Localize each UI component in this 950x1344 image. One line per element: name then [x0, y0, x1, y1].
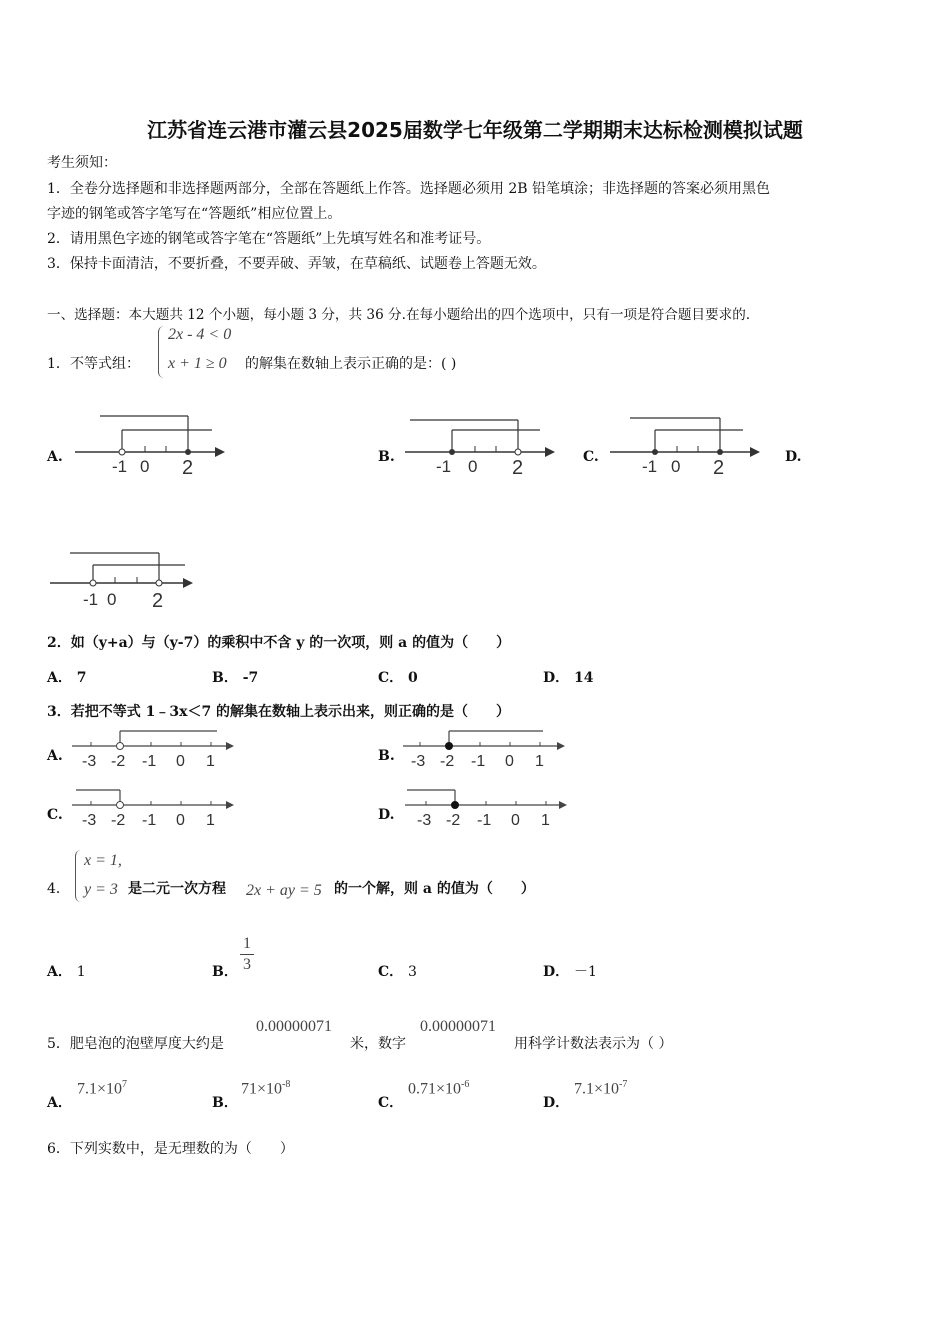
q3-option-d-numberline [405, 787, 575, 833]
q3-c-tick-1: -3 [82, 812, 97, 829]
q1-d-tick-0: 0 [107, 590, 117, 609]
q3-c-tick-5: 1 [206, 812, 215, 829]
q4-brace [75, 850, 84, 902]
q5-text-1: 5．肥皂泡的泡壁厚度大约是 [47, 1036, 224, 1052]
q5-d-exp: -7 [619, 1079, 628, 1090]
q5-b-label: B． [212, 1095, 238, 1111]
q5-a-label: A． [47, 1095, 72, 1111]
q1-option-a-numberline [70, 410, 230, 480]
q1-option-d-numberline [45, 545, 205, 615]
q3-d-tick-4: 0 [511, 812, 520, 829]
q2-b-value: -7 [242, 670, 259, 686]
q5-d-base: 7.1×10 [574, 1080, 620, 1098]
q1-number: 1． [47, 356, 70, 372]
q3-d-tick-5: 1 [541, 812, 550, 829]
q1-d-tick-neg1: -1 [83, 590, 99, 609]
q3-b-tick-5: 1 [535, 753, 544, 770]
q3-option-a-label: A. [47, 748, 63, 764]
q1-a-tick-2: 2 [182, 457, 194, 479]
q1-option-c-label: C. [583, 449, 599, 465]
q3-d-tick-1: -3 [417, 812, 432, 829]
q1-suffix: 的解集在数轴上表示正确的是：( ) [245, 356, 457, 372]
page-title: 江苏省连云港市灌云县2025届数学七年级第二学期期末达标检测模拟试题 [147, 118, 803, 142]
q2-a-value: 7 [76, 670, 87, 686]
q3-option-b-numberline [403, 728, 573, 774]
q4-d-label: D． [543, 964, 570, 980]
notice-line-1b: 字迹的钢笔或答字笔写在“答题纸”相应位置上。 [47, 206, 342, 222]
q1-inequality-2: x + 1 ≥ 0 [168, 355, 227, 372]
q3-c-tick-4: 0 [176, 812, 185, 829]
q4-c-value: 3 [408, 964, 417, 980]
notice-line-3: 3．保持卡面清洁，不要折叠，不要弄破、弄皱，在草稿纸、试题卷上答题无效。 [47, 256, 546, 272]
q5-text-3: 用科学计数法表示为（ ） [514, 1036, 673, 1052]
q4-system-2: y = 3 [84, 881, 118, 898]
q3-b-tick-3: -1 [471, 753, 486, 770]
q1-option-b-numberline [400, 410, 560, 480]
q4-suffix: 的一个解，则 a 的值为（ ） [334, 881, 535, 897]
q1-a-tick-0: 0 [140, 457, 150, 476]
q1-b-tick-2: 2 [512, 457, 524, 479]
q1-option-c-numberline [605, 410, 765, 480]
q2-c-label: C． [378, 670, 404, 686]
q3-b-tick-2: -2 [440, 753, 455, 770]
q3-option-b-label: B. [378, 748, 395, 764]
q4-b-label: B． [212, 964, 238, 980]
q3-option-a-numberline [72, 728, 242, 774]
q2-c-value: 0 [408, 670, 418, 686]
q5-b-exp: -8 [282, 1079, 291, 1090]
section-heading: 一、选择题：本大题共 12 个小题，每小题 3 分，共 36 分.在每小题给出的四个选项中，只有一项是符合题目要求的. [47, 307, 751, 323]
q4-b-numerator: 1 [243, 935, 251, 952]
q3-c-tick-3: -1 [142, 812, 157, 829]
q4-system-1: x = 1, [84, 852, 122, 869]
q5-c-label: C． [378, 1095, 404, 1111]
q5-b-base: 71×10 [241, 1080, 283, 1098]
q4-a-value: 1 [76, 964, 86, 980]
q5-a-exp: 7 [122, 1079, 128, 1090]
q3-option-d-label: D. [378, 807, 395, 823]
notice-heading: 考生须知： [47, 155, 117, 171]
q4-number: 4． [47, 881, 70, 897]
q3-a-tick-4: 0 [176, 753, 185, 770]
q3-c-tick-2: -2 [111, 812, 126, 829]
q3-text: 3．若把不等式 1﹣3x＜7 的解集在数轴上表示出来，则正确的是（ ） [47, 704, 511, 720]
q2-text: 2．如（y+a）与（y-7）的乘积中不含 y 的一次项，则 a 的值为（ ） [47, 635, 511, 651]
q2-a-label: A． [47, 670, 72, 686]
q1-b-tick-0: 0 [468, 457, 478, 476]
q4-b-denominator: 3 [240, 954, 254, 975]
notice-line-2: 2．请用黑色字迹的钢笔或答字笔在“答题纸”上先填写姓名和准考证号。 [47, 231, 491, 247]
q3-option-c-label: C. [47, 807, 63, 823]
q4-d-value: －1 [574, 964, 597, 980]
q4-c-label: C． [378, 964, 404, 980]
q2-d-value: 14 [574, 670, 594, 686]
q1-option-b-label: B. [378, 449, 395, 465]
q5-c-base: 0.71×10 [408, 1080, 462, 1098]
q4-equation: 2x + ay = 5 [246, 882, 322, 899]
q3-a-tick-5: 1 [206, 753, 215, 770]
q3-a-tick-1: -3 [82, 753, 97, 770]
q3-b-tick-4: 0 [505, 753, 514, 770]
q1-a-tick-neg1: -1 [112, 457, 128, 476]
q1-option-a-label: A. [47, 449, 63, 465]
q1-prefix: 不等式组： [70, 356, 140, 372]
q1-c-tick-neg1: -1 [642, 457, 658, 476]
q1-c-tick-2: 2 [713, 457, 725, 479]
q1-c-tick-0: 0 [671, 457, 681, 476]
q6-text: 6．下列实数中，是无理数的为（ ） [47, 1141, 294, 1157]
q5-d-label: D． [543, 1095, 570, 1111]
q5-number-2: 0.00000071 [420, 1018, 496, 1035]
q1-option-d-label: D. [785, 449, 802, 465]
q5-number-1: 0.00000071 [256, 1018, 332, 1035]
q3-d-tick-3: -1 [477, 812, 492, 829]
q4-mid-text: 是二元一次方程 [128, 881, 226, 897]
q5-text-2: 米，数字 [350, 1036, 406, 1052]
q1-inequality-1: 2x - 4 < 0 [168, 326, 232, 343]
q2-b-label: B． [212, 670, 238, 686]
q4-a-label: A． [47, 964, 72, 980]
q3-option-c-numberline [72, 787, 242, 833]
q3-a-tick-2: -2 [111, 753, 126, 770]
q2-d-label: D． [543, 670, 570, 686]
q4-b-fraction [240, 934, 254, 975]
q1-brace [158, 326, 167, 378]
notice-line-1a: 1．全卷分选择题和非选择题两部分，全部在答题纸上作答。选择题必须用 2B 铅笔填涂；非选择题的答案必须用黑色 [47, 181, 770, 197]
q5-a-base: 7.1×10 [77, 1080, 123, 1098]
q1-b-tick-neg1: -1 [436, 457, 452, 476]
q5-c-exp: -6 [461, 1079, 470, 1090]
q3-d-tick-2: -2 [446, 812, 461, 829]
q3-b-tick-1: -3 [411, 753, 426, 770]
q1-d-tick-2: 2 [152, 590, 164, 612]
q3-a-tick-3: -1 [142, 753, 157, 770]
